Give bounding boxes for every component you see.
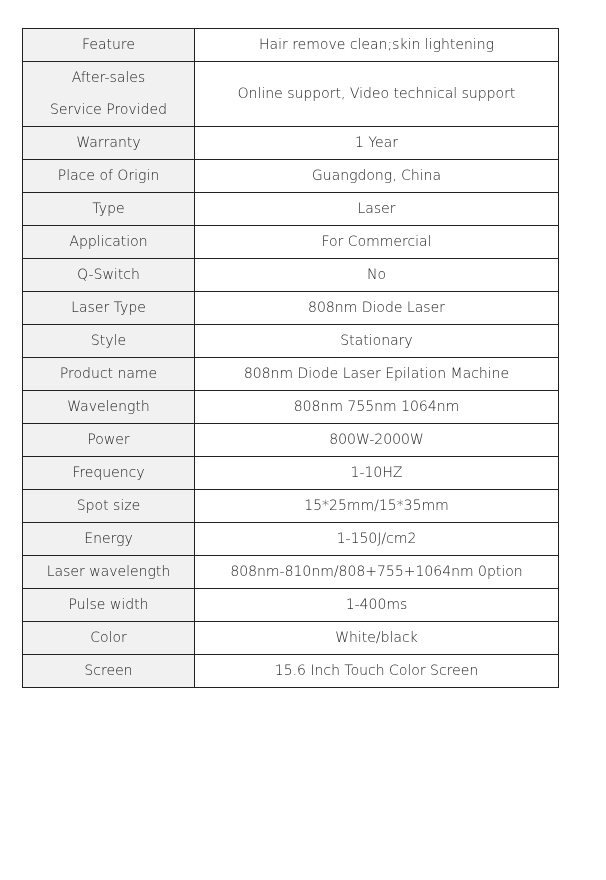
spec-value: No — [195, 259, 559, 292]
spec-label: Color — [23, 622, 195, 655]
spec-label: Energy — [23, 523, 195, 556]
table-row-wavelength — [23, 391, 559, 424]
spec-value: Laser — [195, 193, 559, 226]
spec-label: Application — [23, 226, 195, 259]
spec-label: Product name — [23, 358, 195, 391]
spec-label: Laser wavelength — [23, 556, 195, 589]
spec-value: 1-10HZ — [195, 457, 559, 490]
table-row-place-of-origin — [23, 160, 559, 193]
spec-value: Guangdong, China — [195, 160, 559, 193]
spec-label: Spot size — [23, 490, 195, 523]
spec-label: Frequency — [23, 457, 195, 490]
spec-value: 1-150J/cm2 — [195, 523, 559, 556]
table-row-style — [23, 325, 559, 358]
spec-label-text: After-sales Service Provided — [50, 70, 167, 118]
spec-value: 15.6 Inch Touch Color Screen — [195, 655, 559, 688]
spec-label: Place of Origin — [23, 160, 195, 193]
table-row-q-switch — [23, 259, 559, 292]
table-row-application — [23, 226, 559, 259]
spec-value: 808nm Diode Laser — [195, 292, 559, 325]
table-row-frequency — [23, 457, 559, 490]
spec-value: 1-400ms — [195, 589, 559, 622]
table-row-feature — [23, 29, 559, 62]
spec-value: 808nm 755nm 1064nm — [195, 391, 559, 424]
table-row-energy — [23, 523, 559, 556]
spec-label: Warranty — [23, 127, 195, 160]
spec-value: 1 Year — [195, 127, 559, 160]
table-row-spot-size — [23, 490, 559, 523]
spec-value: 15*25mm/15*35mm — [195, 490, 559, 523]
spec-value: 800W-2000W — [195, 424, 559, 457]
spec-label: Screen — [23, 655, 195, 688]
spec-value: Hair remove clean;skin lightening — [195, 29, 559, 62]
spec-value: Online support, Video technical support — [195, 62, 559, 127]
table-row-product-name — [23, 358, 559, 391]
spec-label: Feature — [23, 29, 195, 62]
spec-value: 808nm Diode Laser Epilation Machine — [195, 358, 559, 391]
table-row-laser-wavelength — [23, 556, 559, 589]
spec-value: 808nm-810nm/808+755+1064nm 0ption — [195, 556, 559, 589]
spec-label: Wavelength — [23, 391, 195, 424]
table-row-screen — [23, 655, 559, 688]
spec-label: Type — [23, 193, 195, 226]
table-row-power — [23, 424, 559, 457]
product-spec-table — [22, 28, 559, 688]
spec-label — [23, 62, 195, 127]
spec-table-body — [23, 29, 559, 688]
spec-label: Laser Type — [23, 292, 195, 325]
spec-value: White/black — [195, 622, 559, 655]
table-row-warranty — [23, 127, 559, 160]
spec-value: For Commercial — [195, 226, 559, 259]
spec-label: Power — [23, 424, 195, 457]
table-row-laser-type — [23, 292, 559, 325]
table-row-color — [23, 622, 559, 655]
spec-value: Stationary — [195, 325, 559, 358]
spec-label: Pulse width — [23, 589, 195, 622]
table-row-pulse-width — [23, 589, 559, 622]
table-row-after-sales-service — [23, 62, 559, 127]
spec-label: Style — [23, 325, 195, 358]
spec-label: Q-Switch — [23, 259, 195, 292]
table-row-type — [23, 193, 559, 226]
